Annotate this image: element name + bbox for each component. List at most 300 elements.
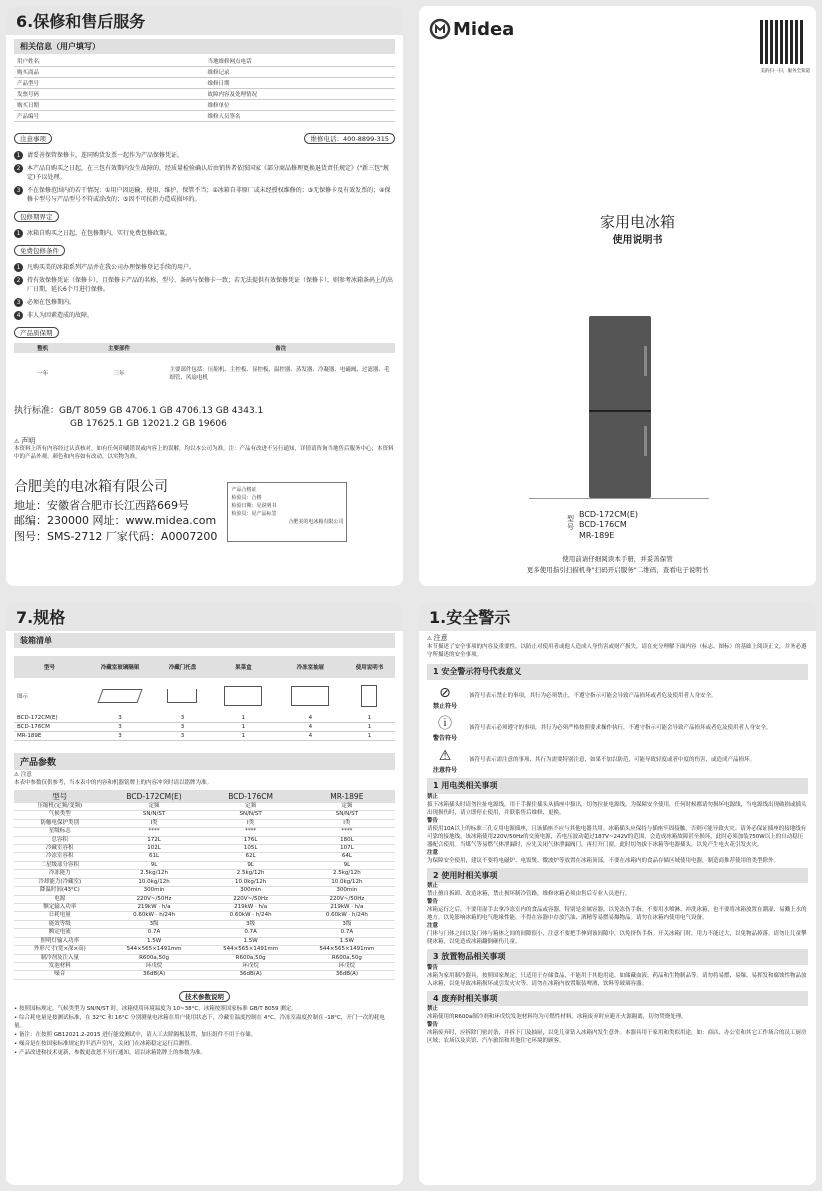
statement-title: 声明	[21, 437, 36, 446]
param-cell: 照明灯输入功率	[40, 937, 80, 944]
param-cell: 544×565×1491mm	[223, 946, 279, 953]
info-label: 维修记录	[207, 70, 230, 76]
model-label: 型号	[567, 515, 574, 531]
caution-text: 本节描述了安全事项的内容及重要性，以防止对使用者或他人造成人身伤害或财产损失。请在充分理解下面内容（标志、图标）的基础上阅读正文，并务必遵守所描述的安全事项。	[427, 643, 807, 658]
param-cell: 36dB(A)	[335, 971, 359, 978]
item-text: 非人为因素造成的故障。	[27, 312, 94, 319]
info-value	[109, 67, 204, 78]
packing-table	[14, 656, 395, 741]
param-cell: 定频	[341, 802, 353, 809]
packing-col: 型号	[43, 665, 55, 671]
qr-caption: 美的扫一扫，服务全知道	[760, 69, 810, 74]
safety-panel	[419, 602, 816, 1185]
packing-cell: 1	[241, 715, 246, 721]
door-tray-image	[167, 689, 197, 703]
model-item: BCD-172CM(E)	[579, 510, 639, 519]
elec-ban-text: 拔下冰箱插头时请勿拉扯电源线，用干手握住插头从插座中拔出，切勿拉扯电源线，为保障安全使用，任何时候都请勿损坏电源线，当电源线出现破损或插头出现损伤时，请立即停止使用，并联系售后维修、更换。	[427, 802, 807, 816]
param-cell: 2.5kg/12h	[332, 870, 361, 877]
crisper-image	[224, 686, 262, 706]
packing-col: 冷藏室玻璃隔架	[100, 665, 140, 671]
numbered-item	[14, 263, 395, 272]
packing-row	[14, 732, 395, 741]
param-cell: 176L	[243, 836, 258, 843]
tech-note: • 备注：在按照 GB12021.2-2015 进行能效测试中，请人工去除隔板装置，加压组件不用于存储。	[14, 1031, 257, 1038]
elec-ban-label: 禁止	[427, 794, 439, 801]
param-cell: I类	[150, 819, 158, 826]
param-cell: 环戊烷	[338, 962, 356, 969]
param-cell: 发泡材料	[48, 962, 71, 969]
param-cell: 环戊烷	[145, 962, 163, 969]
elec-note-text: 为保障安全使用，建议不要将电磁炉、电饭煲、微波炉等放置在冰箱顶部，不要在冰箱内的食品存储区域使用电器，制造商推荐使用的类型除外。	[427, 857, 780, 864]
param-cell: 冷却能力(冷藏室)	[38, 878, 82, 885]
symbol-row	[427, 746, 808, 775]
packing-cell: 1	[241, 733, 246, 739]
param-row	[14, 946, 395, 954]
info-value	[109, 100, 204, 111]
param-cell: 2.5kg/12h	[140, 870, 168, 877]
info-label: 故障内容及处理情况	[207, 92, 258, 98]
put-warn-text: 冰箱为家用制冷器具，按照国家规定，只适用于存储食品，不能用于其他用途，如储藏血液、药品和生物制品等。请勿将易燃、易爆、易挥发和腐蚀性物品放入冰箱，以免导致冰箱损坏或引发火灾等。请勿在冰箱内放置瓶装啤酒、饮料等玻璃容器。	[427, 972, 807, 987]
numbered-item	[14, 229, 395, 238]
param-cell: 9L	[247, 861, 254, 868]
standard-line-2: GB 17625.1 GB 12021.2 GB 19606	[70, 418, 227, 429]
param-cell: 36dB(A)	[142, 971, 166, 978]
param-cell: 105L	[243, 845, 258, 852]
cover-footer-1: 使用前请仔细阅读本手册，并妥善保管	[562, 555, 673, 563]
item-text: 持有效保修凭证（保修卡），且保修卡产品的名称、型号、条码与保修卡一致；若无法提供有效保修凭证（保修卡），则参考冰箱条码上的出厂日期，延长6个月进行保修。	[27, 277, 394, 293]
guarantee-table	[14, 343, 395, 393]
tech-title: 技术参数说明	[179, 991, 230, 1002]
dispose-ban-label: 禁止	[427, 1006, 439, 1013]
symbol-box	[427, 714, 463, 743]
param-cell: 220V~/50Hz	[136, 895, 172, 902]
caution-title: 注意	[433, 634, 448, 642]
symbol-text: 该符号表示必须遵守的事项，其行为必须严格按照要求操作执行，不遵守指示可能会导致产品损坏或者危及使用者人身安全。	[469, 724, 772, 731]
dispose-ban-text: 冰箱使用的R600a制冷剂和环戊烷发泡材料均为可燃性材料，冰箱废弃时应避开火源隔离，切勿焚烧处理。	[427, 1014, 687, 1021]
param-cell: 219kW · h/a	[330, 904, 364, 910]
packing-cell: 4	[308, 733, 313, 739]
packing-cell: 1	[241, 724, 246, 730]
param-row	[14, 962, 395, 970]
specs-panel	[6, 602, 403, 1185]
symbol-box	[427, 683, 463, 712]
param-cell: 冷冻室容积	[46, 853, 74, 860]
info-value	[300, 67, 395, 78]
notices-list	[14, 151, 395, 204]
symbol-label: 注意符号	[432, 766, 457, 774]
info-value	[109, 56, 204, 67]
notice-label: 注意事项	[14, 133, 52, 144]
param-cell: 10.0kg/12h	[234, 878, 267, 885]
param-row	[14, 861, 395, 869]
use-warn-text: 冰箱运行之后，不要用湿手去拿冷冻室内的食品或容器，特别是金属容器，以免冻伤手指。不要用水喷淋、冲洗冰箱，也不要将冰箱放置在潮湿、易溅上水的地方，以免影响冰箱的电气绝缘性能。不得在容器中存放汽油、酒精等易燃易爆物品。请勿在冰箱内使用电气设备。	[427, 907, 807, 922]
param-cell: 防触电保护类别	[40, 819, 80, 826]
param-note-text: 本表中参数仅供参考，当本表中的内容和机器铭牌上的内容冲突时请以铭牌为准。	[14, 779, 213, 786]
symbol-icon: ⓘ	[438, 716, 452, 733]
tech-notes	[14, 1006, 395, 1058]
packing-row	[14, 723, 395, 732]
param-col: BCD-176CM	[228, 791, 273, 801]
elec-warn-label: 警告	[427, 817, 439, 824]
param-cell: 定频	[245, 802, 257, 809]
param-row	[14, 878, 395, 886]
param-cell: ****	[245, 828, 257, 835]
warranty-title: 6.保修和售后服务	[6, 6, 403, 35]
standard-line-1: 执行标准：GB/T 8059 GB 4706.1 GB 4706.13 GB 4343.1	[14, 406, 264, 416]
param-cell: 107L	[340, 845, 354, 852]
tech-note: • 产品改进和技术更新，参数更改恕不另行通知，请以冰箱铭牌上的参数为准。	[14, 1049, 206, 1056]
tech-note: • 按照国标规定，气候类型为 SN/N/ST 时，冰箱使用环境温度为 10~38°C，冰箱按照国家标准 GB/T 8059 测定。	[14, 1005, 297, 1012]
param-cell: 0.7A	[340, 929, 354, 936]
param-cell: I类	[247, 819, 255, 826]
item-number: 1	[14, 151, 23, 160]
use-ban-text: 禁止擅自拆卸、改造冰箱，禁止损坏制冷管路，维修冰箱必须由售后专业人员进行。	[427, 891, 631, 898]
s1-title: 1 安全警示符号代表意义	[427, 664, 808, 680]
item-text: 凡购买美的冰箱系列产品并在我公司办理保修登记手续的用户。	[27, 264, 196, 271]
item-number: 3	[14, 298, 23, 307]
param-col: BCD-172CM(E)	[126, 791, 182, 801]
info-label: 维修日期	[207, 81, 230, 87]
param-row	[14, 954, 395, 962]
item-text: 请妥善保管保修卡，连同购货发票一起作为产品保修凭证。	[27, 152, 184, 159]
info-value	[300, 56, 395, 67]
param-cell: 9L	[150, 861, 158, 868]
param-cell: 噪音	[54, 971, 66, 978]
cert-line: 检验员：见产品标签	[231, 511, 277, 518]
param-cell: 气候类型	[48, 811, 71, 818]
midea-logo-icon	[429, 18, 451, 40]
packing-cell: 1	[367, 715, 372, 721]
param-cell: 额定电流	[48, 929, 71, 936]
numbered-item	[14, 311, 395, 320]
packing-cell: 3	[180, 715, 185, 721]
param-cell: 能效等级	[48, 920, 71, 927]
symbol-box	[427, 746, 463, 775]
put-warn-label: 警告	[427, 964, 439, 971]
guarantee-cell: 主要部件包括：压缩机、主控板、显控板、温控器、蒸发器、冷凝器、电磁阀、过滤器、毛细管、风扇电机	[169, 367, 390, 381]
dispose-warn-text: 冰箱废弃时，应拆除门密封条，并拆下门及抽屉，以免儿童钻入冰箱内发生意外。本器具用于家用和类似用途，如：商店、办公室和其它工作场合的员工厨房区域；农场以及宾馆、汽车旅馆和其他住宅环境的顾客。	[427, 1030, 807, 1045]
param-cell: 星级标志	[48, 828, 71, 835]
param-cell: 1.5W	[146, 937, 162, 944]
param-cell: 544×565×1491mm	[319, 946, 375, 953]
numbered-item	[14, 298, 395, 307]
info-value	[109, 111, 204, 122]
symbol-label: 禁止符号	[432, 702, 457, 710]
cover-panel	[419, 6, 816, 586]
symbol-text: 该符号表示禁止的事项，其行为必须禁止，不遵守指示可能会导致产品损坏或者危及使用者人身安全。	[469, 693, 717, 699]
param-row	[14, 811, 395, 819]
param-row	[14, 828, 395, 836]
param-cell: SN/N/ST	[239, 811, 262, 818]
info-row	[14, 67, 395, 78]
company-postal: 邮编：230000 网址：www.midea.com	[14, 514, 217, 528]
param-cell: 3级	[342, 920, 352, 927]
param-cell: 219kW · h/a	[234, 904, 268, 910]
param-cell: 3级	[246, 920, 256, 927]
guarantee-cell: 三年	[113, 371, 125, 377]
param-cell: 0.7A	[147, 929, 161, 936]
packing-cell: 3	[180, 724, 185, 730]
period-label: 包修期界定	[14, 211, 59, 222]
numbered-item	[14, 151, 395, 160]
info-value	[300, 111, 395, 122]
info-value	[300, 89, 395, 100]
param-cell: 冷冻能力	[48, 870, 71, 877]
param-cell: 300min	[336, 887, 358, 894]
param-table	[14, 790, 395, 980]
param-row	[14, 971, 395, 979]
fridge-image	[589, 316, 651, 498]
param-cell: 0.60kW · h/24h	[325, 912, 368, 919]
param-note-icon: ⚠	[14, 772, 19, 778]
info-label: 产品编号	[17, 114, 40, 120]
param-cell: ****	[341, 828, 353, 835]
param-cell: 544×565×1491mm	[126, 946, 182, 953]
info-table	[14, 56, 395, 122]
param-cell: 总容积	[51, 836, 69, 843]
param-cell: 220V~/50Hz	[233, 895, 268, 902]
glass-shelf-image	[97, 689, 142, 703]
elec-title: 1 用电类相关事项	[427, 778, 808, 794]
param-col: MR-189E	[330, 791, 364, 801]
info-label: 当地维修网点电话	[207, 59, 252, 65]
param-cell: 300min	[143, 887, 165, 894]
warranty-panel	[6, 6, 403, 586]
param-cell: 0.60kW · h/24h	[133, 912, 176, 919]
info-label: 维修人员签名	[207, 114, 241, 120]
param-cell: I类	[343, 819, 351, 826]
info-label: 维修单位	[207, 103, 230, 109]
cover-title: 家用电冰箱	[599, 213, 675, 231]
param-cell: 电源	[54, 895, 66, 902]
use-title: 2 使用时相关事项	[427, 868, 808, 884]
qr-code	[760, 20, 804, 64]
info-row	[14, 78, 395, 89]
param-row	[14, 887, 395, 895]
info-row	[14, 56, 395, 67]
cover-subtitle: 使用说明书	[612, 235, 663, 246]
elec-note-label: 注意	[427, 849, 439, 856]
item-text: 本产品自购买之日起，在三包有效期内发生故障的，经质量检验确认后由销售者依照国家《部分商品修理更换退货责任规定》("新三包"规定)予以处理。	[27, 165, 389, 181]
info-header: 相关信息（用户填写）	[14, 39, 395, 54]
param-cell: 环戊烷	[242, 962, 259, 969]
param-cell: 219kW · h/a	[137, 904, 171, 910]
packing-cell: 3	[118, 715, 122, 721]
param-row	[14, 929, 395, 937]
param-row	[14, 803, 395, 811]
statement-text: 本资料上所有内容经过认真核对，如有任何印刷错误或内容上的误解，均以本公司为准。注：产品有改进不另行通知，详情请咨询当地售后服务中心；本资料中的产品外观、颜色和内容如有改动，以实物为准。	[14, 446, 394, 461]
dispose-title: 4 废弃时相关事项	[427, 991, 808, 1007]
param-row	[14, 895, 395, 903]
packing-cell: BCD-176CM	[17, 724, 50, 730]
packing-cell: 3	[118, 733, 122, 739]
packing-cell: 3	[118, 724, 122, 730]
param-cell: 2.5kg/12h	[236, 870, 265, 877]
param-row	[14, 912, 395, 920]
param-cell: R600a,50g	[331, 954, 362, 961]
guarantee-col: 备注	[275, 346, 287, 352]
item-number: 4	[14, 311, 23, 320]
param-row	[14, 836, 395, 844]
param-row	[14, 853, 395, 861]
numbered-item	[14, 164, 395, 182]
cover-footer-2: 更多使用指引扫描机身"扫码开启服务"二维码，查看电子说明书	[526, 566, 709, 574]
param-cell: SN/N/ST	[335, 811, 358, 818]
param-cell: 10.0kg/12h	[331, 878, 363, 885]
param-cell: 61L	[149, 853, 160, 860]
item-number: 1	[14, 229, 23, 238]
param-cell: ****	[148, 828, 160, 835]
company-address: 地址：安徽省合肥市长江西路669号	[14, 498, 189, 512]
use-note-label: 注意	[427, 923, 439, 930]
param-cell: 9L	[343, 861, 351, 868]
specs-title: 7.规格	[6, 602, 403, 631]
cert-line: 检验日期：见说明书	[231, 503, 277, 510]
packing-col: 果菜盒	[235, 665, 252, 671]
info-value	[109, 78, 204, 89]
param-cell: 220V~/50Hz	[329, 895, 365, 902]
item-number: 2	[14, 276, 23, 285]
period-list	[14, 229, 395, 238]
packing-col: 冷藏门托盘	[168, 665, 197, 671]
symbols-list	[427, 683, 808, 776]
packing-cell: 3	[180, 733, 185, 739]
packing-title: 装箱清单	[14, 633, 395, 648]
param-title: 产品参数	[14, 753, 395, 770]
info-label: 购买商品	[17, 70, 40, 76]
numbered-item	[14, 276, 395, 294]
item-text: 冰箱自购买之日起，在包修期内，实行免费包修政策。	[27, 230, 172, 237]
param-cell: 日耗电量	[48, 912, 71, 919]
company-name: 合肥美的电冰箱有限公司	[14, 479, 168, 496]
param-cell: 压缩机(定频/变频)	[37, 802, 83, 809]
param-cell: 300min	[240, 887, 262, 894]
packing-img-label: 图示	[17, 694, 29, 700]
drawer-image	[291, 686, 329, 706]
info-row	[14, 111, 395, 122]
caution-icon: ⚠	[427, 636, 432, 642]
symbol-label: 警告符号	[432, 734, 457, 742]
packing-cell: 1	[367, 733, 372, 739]
param-note: 注意	[20, 772, 32, 778]
param-cell: 外形尺寸(宽×深×高)	[33, 946, 86, 953]
info-row	[14, 100, 395, 111]
param-row	[14, 845, 395, 853]
cert-line: 检验员：合格	[231, 495, 262, 502]
param-cell: 172L	[147, 836, 161, 843]
param-row	[14, 904, 395, 912]
dispose-warn-label: 警告	[427, 1022, 439, 1029]
param-cell: 3级	[149, 920, 159, 927]
info-label: 购买日期	[17, 103, 40, 109]
put-title: 3 放置物品相关事项	[427, 949, 808, 965]
param-cell: 36dB(A)	[239, 971, 262, 978]
packing-image-row	[14, 678, 395, 714]
info-label: 发票号码	[17, 92, 40, 98]
symbol-row	[427, 714, 808, 743]
tech-note: • 综合耗电量是按测试标准，在 32°C 和 16°C 分别测量电冰箱在用户使用状态下，冷藏室温度控制在 4°C，冷冻室温度控制在 -18°C，开门一次的耗电量。	[14, 1014, 385, 1029]
param-cell: 62L	[245, 853, 256, 860]
param-cell: 64L	[341, 853, 352, 860]
free-label: 免费包修条件	[14, 245, 65, 256]
guarantee-cell: 一年	[37, 371, 49, 377]
brand-name: Midea	[453, 18, 515, 40]
param-cell: 定频	[148, 802, 160, 809]
model-item: MR-189E	[579, 530, 615, 540]
cert-title: 产品合格证	[231, 487, 257, 494]
cert-footer: 合肥美的电冰箱有限公司	[288, 519, 344, 526]
param-cell: 1.5W	[339, 937, 354, 944]
symbol-text: 该符号表示需注意的事项，其行为需要特别注意，如果不加以防范，可能导致轻度或者中度的伤害，或造成产品损坏。	[469, 756, 756, 763]
param-cell: 1.5W	[243, 937, 258, 944]
param-row	[14, 870, 395, 878]
param-cell: R600a,50g	[235, 954, 266, 961]
packing-row	[14, 714, 395, 723]
param-cell: 0.7A	[244, 929, 257, 936]
elec-warn-text: 请使用10A以上的标准三孔专用电源插座，且该插座不应与其他电器共用。冰箱插头应保持与插座牢固接触，否则可能导致火灾。请务必保证插座的接地线有可靠的接地线。该冰箱使用220V/50Hz的交流电源，若电压波动超过187V~242V的范围，会造成冰箱故障甚至损坏，此时必须加装750W以上的自动稳压器配合使用。当煤气等易燃气体泄漏时，应先关闭气体泄漏阀门，再打开门窗，此时切勿拔下冰箱等电器插头，以免产生电火花引发火灾。	[427, 825, 807, 848]
param-cell: 10.0kg/12h	[138, 878, 170, 885]
symbol-icon: ⊘	[439, 684, 451, 701]
info-value	[109, 89, 204, 100]
param-cell: 降温时间(43°C)	[39, 887, 80, 894]
certificate	[227, 482, 347, 542]
param-cell: 0.60kW · h/24h	[229, 912, 272, 919]
param-cell: 制冷剂及注入量	[40, 954, 80, 961]
param-cell: 额定输入功率	[43, 904, 77, 910]
packing-cell: 4	[308, 724, 313, 730]
hotline: 维修电话：400-8899-315	[304, 133, 395, 144]
item-text: 不在保修范围内的若干情况：①用户因运输、使用、维护、保管不当；②冰箱自非原厂或未经授权维修的；③无保修卡及有效发票的；④保修卡型号与产品型号不符或涂改的；⑤因不可抗拒力造成损坏的。	[27, 187, 391, 203]
use-warn-label: 警告	[427, 899, 439, 906]
param-cell: 102L	[147, 845, 161, 852]
param-cell: 180L	[340, 836, 354, 843]
symbol-icon: ⚠	[438, 748, 452, 765]
param-cell: 二星级部分容积	[40, 861, 80, 868]
item-text: 必须在包修期内。	[27, 299, 76, 306]
item-number: 3	[14, 186, 23, 195]
guarantee-col: 主要部件	[107, 346, 130, 352]
numbered-item	[14, 186, 395, 204]
packing-cell: BCD-172CM(E)	[17, 715, 58, 721]
statement-icon: ⚠	[14, 438, 20, 446]
use-ban-label: 禁止	[427, 883, 439, 890]
packing-col: 冷冻室抽屉	[296, 665, 325, 671]
guarantee-label: 产品质保期	[14, 327, 59, 338]
info-value	[300, 78, 395, 89]
safety-title: 1.安全警示	[419, 602, 816, 631]
info-label: 用户姓名	[17, 59, 40, 65]
info-value	[300, 100, 395, 111]
param-row	[14, 937, 395, 945]
model-item: BCD-176CM	[579, 520, 627, 530]
item-number: 2	[14, 164, 23, 173]
packing-col: 使用说明书	[355, 665, 384, 671]
item-number: 1	[14, 263, 23, 272]
packing-cell: 1	[367, 724, 372, 730]
use-note-text: 门体与门体之间以及门体与箱体之间的间隙很小，注意不要把手伸到该间隙中，以免挤伤手指。开关冰箱门时，用力不能过大，以免物品掉落。请勿让儿童攀爬冰箱，以免造成冰箱翻倒砸伤儿童。	[427, 931, 807, 946]
packing-cell: MR-189E	[17, 733, 42, 739]
guarantee-col: 整机	[37, 346, 49, 352]
info-label: 产品型号	[17, 81, 40, 87]
tech-note: • 噪音是在按国家标准规定的半消声室内，关闭门在冰箱稳定运行后测得。	[14, 1040, 195, 1047]
floor-line	[529, 498, 709, 499]
param-row	[14, 819, 395, 827]
param-cell: R600a,50g	[139, 954, 170, 961]
symbol-row	[427, 683, 808, 712]
company-code: 图号：SMS-2712 厂家代码：A0007200	[14, 529, 218, 543]
param-cell: SN/N/ST	[142, 811, 166, 818]
packing-cell: 4	[308, 715, 313, 721]
